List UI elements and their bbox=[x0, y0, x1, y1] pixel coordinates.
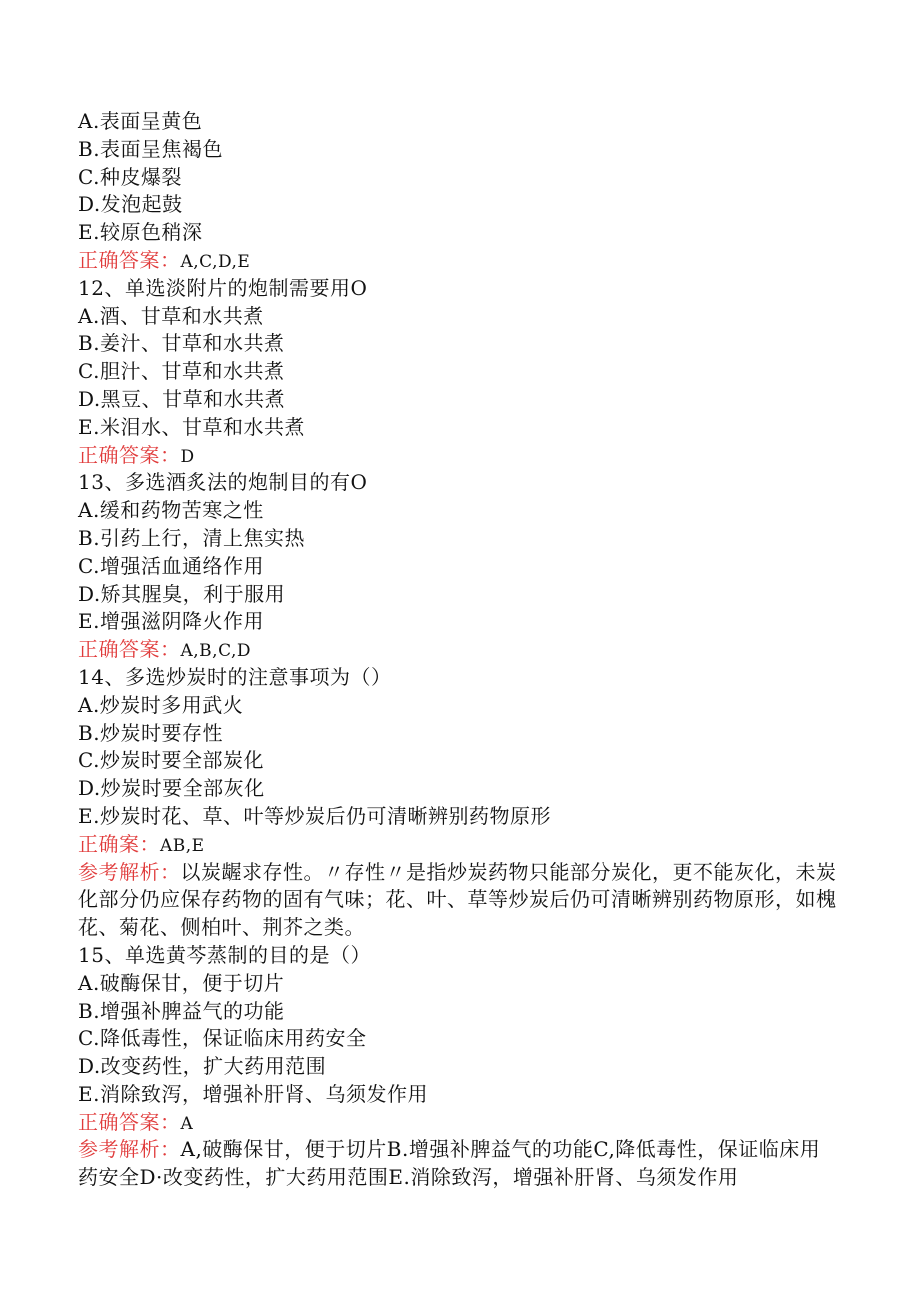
option-c: C.胆汁、甘草和水共煮 bbox=[78, 359, 285, 384]
answer-value: A,C,D,E bbox=[180, 251, 251, 272]
analysis-paragraph bbox=[78, 1136, 838, 1192]
option-a: A.酒、甘草和水共煮 bbox=[78, 303, 264, 328]
answer-line bbox=[78, 442, 838, 470]
option-b: B.姜汁、甘草和水共煮 bbox=[78, 331, 285, 356]
analysis-label: 参考解析： bbox=[78, 859, 181, 884]
answer-value: A bbox=[180, 1113, 194, 1134]
answer-line bbox=[78, 247, 838, 275]
analysis-text: A,破酶保甘，便于切片B.增强补脾益气的功能C,降低毒性，保证临床用药安全D·改变药性，扩大药用范围E.消除致泻，增强补肝肾、乌须发作用 bbox=[78, 1137, 821, 1190]
answer-label: 正确答案： bbox=[78, 247, 181, 272]
analysis-paragraph bbox=[78, 859, 838, 942]
option-a: A.表面呈黄色 bbox=[78, 109, 203, 133]
answer-line bbox=[78, 831, 838, 859]
question-11 bbox=[78, 108, 838, 275]
document-page bbox=[78, 108, 838, 1192]
answer-value: AB,E bbox=[160, 835, 205, 856]
option-a: A.炒炭时多用武火 bbox=[78, 692, 244, 717]
answer-label: 正确答案： bbox=[78, 442, 181, 467]
option-e: E.炒炭时花、草、叶等炒炭后仍可清晰辨别药物原形 bbox=[78, 803, 551, 828]
question-stem: 13、多选酒炙法的炮制目的有O bbox=[78, 470, 368, 495]
option-c: C.增强活血通络作用 bbox=[78, 553, 264, 578]
option-e: E.米泪水、甘草和水共煮 bbox=[78, 414, 305, 439]
option-d: D.炒炭时要全部灰化 bbox=[78, 776, 265, 801]
option-e: E.消除致泻，增强补肝肾、乌须发作用 bbox=[78, 1081, 428, 1106]
option-b: B.炒炭时要存性 bbox=[78, 720, 224, 745]
question-stem: 12、单选淡附片的炮制需要用O bbox=[78, 275, 368, 300]
answer-label: 正确答案： bbox=[78, 1109, 181, 1134]
question-15 bbox=[78, 942, 838, 1192]
answer-line bbox=[78, 636, 838, 664]
option-c: C.种皮爆裂 bbox=[78, 164, 182, 189]
option-a: A.破酶保甘，便于切片 bbox=[78, 970, 285, 995]
analysis-text: 以炭龌求存性。〃存性〃是指炒炭药物只能部分炭化，更不能灰化，未炭化部分仍应保存药物的固有气味；花、叶、草等炒炭后仍可清晰辨别药物原形，如槐花、菊花、侧柏叶、荆芥之类。 bbox=[78, 859, 837, 940]
option-e: E.增强滋阴降火作用 bbox=[78, 609, 264, 634]
option-e: E.较原色稍深 bbox=[78, 220, 203, 245]
answer-line bbox=[78, 1109, 838, 1137]
option-d: D.矫其腥臭，利于服用 bbox=[78, 581, 286, 606]
option-d: D.黑豆、甘草和水共煮 bbox=[78, 386, 286, 411]
answer-value: D bbox=[180, 446, 195, 467]
analysis-label: 参考解析： bbox=[78, 1137, 181, 1162]
question-12 bbox=[78, 275, 838, 470]
option-b: B.引药上行，清上焦实热 bbox=[78, 525, 306, 550]
option-a: A.缓和药物苦寒之性 bbox=[78, 498, 264, 523]
option-b: B.表面呈焦褐色 bbox=[78, 136, 224, 161]
answer-label: 正确答案： bbox=[78, 637, 181, 662]
question-stem: 15、单选黄芩蒸制的目的是（） bbox=[78, 942, 371, 967]
question-stem: 14、多选炒炭时的注意事项为（） bbox=[78, 664, 392, 689]
answer-value: A,B,C,D bbox=[180, 641, 252, 662]
option-d: D.发泡起鼓 bbox=[78, 192, 183, 217]
question-14 bbox=[78, 664, 838, 942]
option-c: C.降低毒性，保证临床用药安全 bbox=[78, 1026, 367, 1051]
question-13 bbox=[78, 469, 838, 664]
option-c: C.炒炭时要全部炭化 bbox=[78, 748, 264, 773]
answer-label: 正确案： bbox=[78, 831, 160, 856]
option-d: D.改变药性，扩大药用范围 bbox=[78, 1054, 327, 1079]
option-b: B.增强补脾益气的功能 bbox=[78, 998, 285, 1023]
